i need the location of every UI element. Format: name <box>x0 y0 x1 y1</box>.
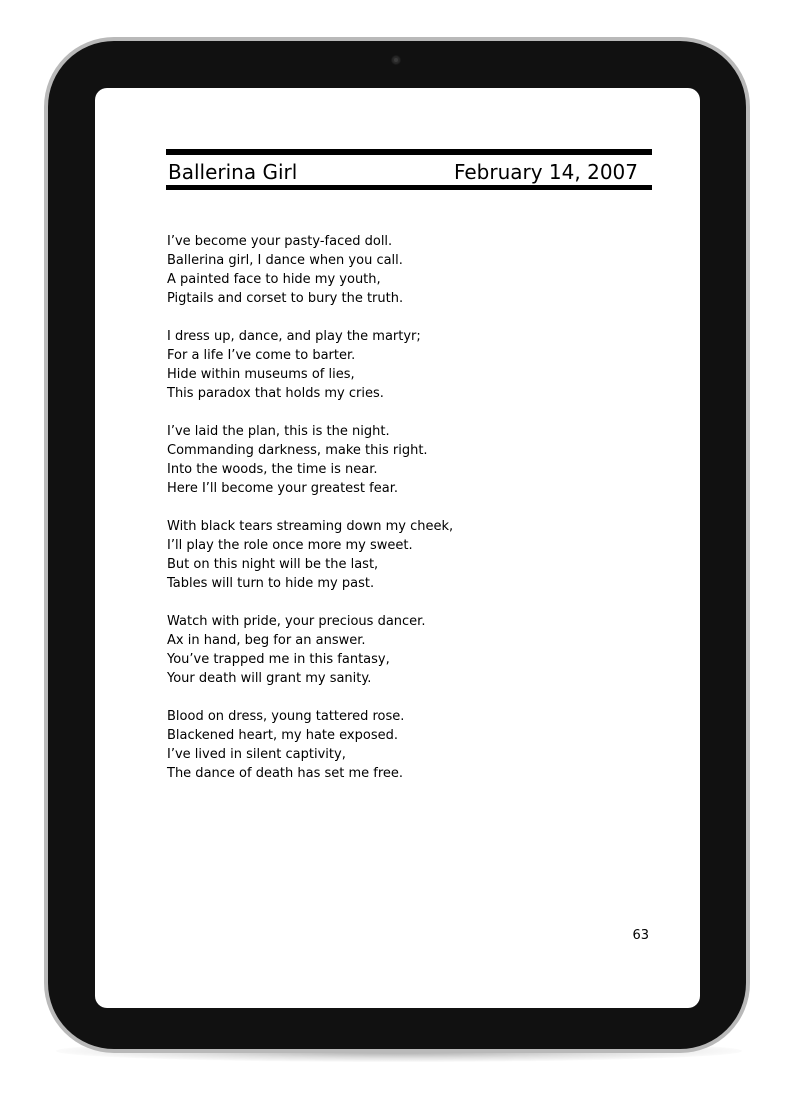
poem-line: You’ve trapped me in this fantasy, <box>167 652 390 667</box>
poem-line: Pigtails and corset to bury the truth. <box>167 291 404 306</box>
page-date: February 14, 2007 <box>453 160 638 184</box>
poem-line: Ax in hand, beg for an answer. <box>167 633 366 648</box>
poem-line: I’ve laid the plan, this is the night. <box>167 424 390 439</box>
tablet-screen[interactable] <box>95 88 700 1008</box>
stanza <box>167 707 587 783</box>
poem-line: Watch with pride, your precious dancer. <box>167 614 426 629</box>
stanza <box>167 327 587 403</box>
poem-line: This paradox that holds my cries. <box>167 386 384 401</box>
poem-line: Your death will grant my sanity. <box>167 671 372 686</box>
page-title: Ballerina Girl <box>168 160 298 184</box>
header-rule-bottom <box>166 185 652 190</box>
header-rule-top <box>166 149 652 155</box>
poem-line: I’ve lived in silent captivity, <box>167 747 346 762</box>
stanza <box>167 612 587 688</box>
poem-line: Ballerina girl, I dance when you call. <box>167 253 403 268</box>
poem-line: Into the woods, the time is near. <box>167 462 378 477</box>
poem-line: Blackened heart, my hate exposed. <box>167 728 398 743</box>
poem-line: A painted face to hide my youth, <box>167 272 381 287</box>
poem-line: Hide within museums of lies, <box>167 367 355 382</box>
poem-line: I’ve become your pasty-faced doll. <box>167 234 393 249</box>
poem-line: I dress up, dance, and play the martyr; <box>167 329 421 344</box>
front-camera-icon <box>391 55 401 65</box>
page-header <box>166 149 652 191</box>
poem-line: Commanding darkness, make this right. <box>167 443 428 458</box>
poem-line: I’ll play the role once more my sweet. <box>167 538 413 553</box>
page-number: 63 <box>632 928 649 943</box>
poem-line: Blood on dress, young tattered rose. <box>167 709 405 724</box>
poem-line: The dance of death has set me free. <box>167 766 404 781</box>
stanza <box>167 422 587 498</box>
poem-line: With black tears streaming down my cheek, <box>167 519 454 534</box>
poem-line: Here I’ll become your greatest fear. <box>167 481 398 496</box>
poem-line: Tables will turn to hide my past. <box>167 576 375 591</box>
poem-line: But on this night will be the last, <box>167 557 379 572</box>
poem-line: For a life I’ve come to barter. <box>167 348 356 363</box>
stanza <box>167 517 587 593</box>
stanza <box>167 232 587 308</box>
poem-body <box>167 232 587 802</box>
